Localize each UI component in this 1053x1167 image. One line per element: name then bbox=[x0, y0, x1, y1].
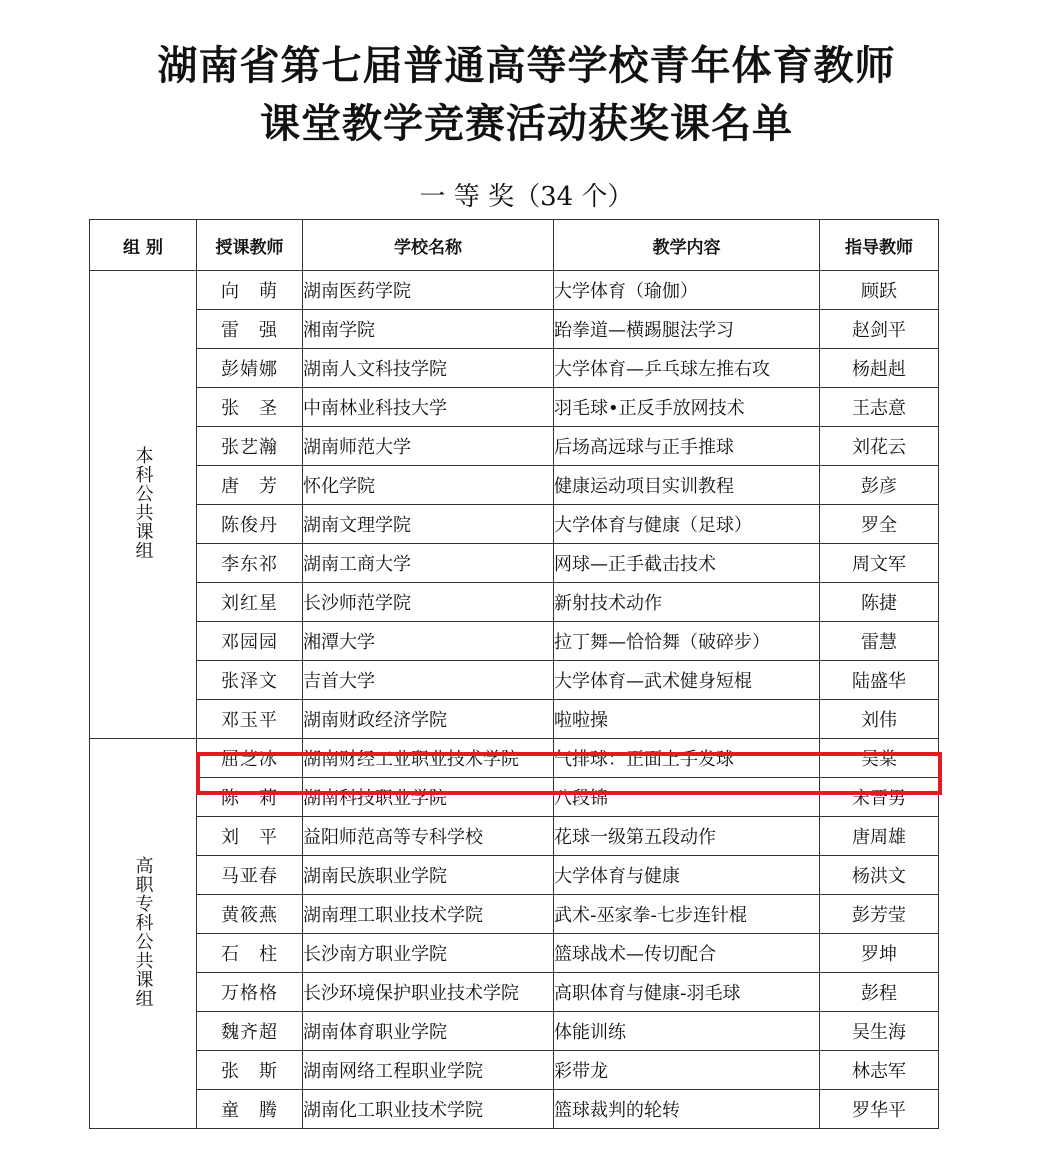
advisor-cell: 宋晋男 bbox=[820, 778, 939, 817]
school-cell: 益阳师范高等专科学校 bbox=[303, 817, 554, 856]
teacher-cell: 张泽文 bbox=[197, 661, 303, 700]
content-cell: 大学体育（瑜伽） bbox=[554, 271, 820, 310]
advisor-cell: 刘花云 bbox=[820, 427, 939, 466]
teacher-cell: 张 圣 bbox=[197, 388, 303, 427]
teacher-cell: 刘红星 bbox=[197, 583, 303, 622]
document-title-line-2: 课堂教学竞赛活动获奖课名单 bbox=[260, 100, 793, 147]
table-row bbox=[90, 934, 939, 973]
advisor-cell: 唐周雄 bbox=[820, 817, 939, 856]
teacher-cell: 刘 平 bbox=[197, 817, 303, 856]
content-cell: 篮球裁判的轮转 bbox=[554, 1090, 820, 1129]
school-cell: 湖南网络工程职业学院 bbox=[303, 1051, 554, 1090]
content-cell: 武术-巫家拳-七步连针棍 bbox=[554, 895, 820, 934]
header-advisor: 指导教师 bbox=[820, 220, 939, 271]
school-cell: 湖南体育职业学院 bbox=[303, 1012, 554, 1051]
school-cell: 湖南文理学院 bbox=[303, 505, 554, 544]
school-cell: 长沙师范学院 bbox=[303, 583, 554, 622]
content-cell: 高职体育与健康-羽毛球 bbox=[554, 973, 820, 1012]
table-row bbox=[90, 466, 939, 505]
header-school: 学校名称 bbox=[303, 220, 554, 271]
group-label: 本科公共课组 bbox=[132, 445, 154, 560]
teacher-cell: 唐 芳 bbox=[197, 466, 303, 505]
content-cell: 气排球：正面上手发球 bbox=[554, 739, 820, 778]
content-cell: 大学体育与健康 bbox=[554, 856, 820, 895]
content-cell: 彩带龙 bbox=[554, 1051, 820, 1090]
document-title-line-1: 湖南省第七届普通高等学校青年体育教师 bbox=[157, 42, 896, 89]
school-cell: 长沙南方职业学院 bbox=[303, 934, 554, 973]
teacher-cell: 张艺瀚 bbox=[197, 427, 303, 466]
content-cell: 八段锦 bbox=[554, 778, 820, 817]
award-table bbox=[89, 219, 939, 1129]
table-row bbox=[90, 1051, 939, 1090]
advisor-cell: 林志军 bbox=[820, 1051, 939, 1090]
table-row bbox=[90, 1012, 939, 1051]
teacher-cell: 屈芝冰 bbox=[197, 739, 303, 778]
school-cell: 湖南理工职业技术学院 bbox=[303, 895, 554, 934]
teacher-cell: 雷 强 bbox=[197, 310, 303, 349]
header-group: 组 别 bbox=[90, 220, 197, 271]
content-cell: 大学体育—武术健身短棍 bbox=[554, 661, 820, 700]
teacher-cell: 石 柱 bbox=[197, 934, 303, 973]
content-cell: 跆拳道—横踢腿法学习 bbox=[554, 310, 820, 349]
teacher-cell: 向 萌 bbox=[197, 271, 303, 310]
advisor-cell: 陈捷 bbox=[820, 583, 939, 622]
advisor-cell: 彭彦 bbox=[820, 466, 939, 505]
content-cell: 体能训练 bbox=[554, 1012, 820, 1051]
table-header-row bbox=[90, 220, 939, 271]
advisor-cell: 顾跃 bbox=[820, 271, 939, 310]
content-cell: 篮球战术—传切配合 bbox=[554, 934, 820, 973]
teacher-cell: 黄筱燕 bbox=[197, 895, 303, 934]
header-teacher: 授课教师 bbox=[197, 220, 303, 271]
table-row bbox=[90, 895, 939, 934]
table-body bbox=[90, 271, 939, 1129]
teacher-cell: 陈俊丹 bbox=[197, 505, 303, 544]
school-cell: 湖南财政经济学院 bbox=[303, 700, 554, 739]
advisor-cell: 刘伟 bbox=[820, 700, 939, 739]
school-cell: 湘潭大学 bbox=[303, 622, 554, 661]
header-content: 教学内容 bbox=[554, 220, 820, 271]
school-cell: 湖南财经工业职业技术学院 bbox=[303, 739, 554, 778]
school-cell: 湖南科技职业学院 bbox=[303, 778, 554, 817]
advisor-cell: 杨洪文 bbox=[820, 856, 939, 895]
table-row bbox=[90, 427, 939, 466]
advisor-cell: 周文军 bbox=[820, 544, 939, 583]
table-row bbox=[90, 661, 939, 700]
school-cell: 湖南化工职业技术学院 bbox=[303, 1090, 554, 1129]
table-row bbox=[90, 622, 939, 661]
teacher-cell: 魏齐超 bbox=[197, 1012, 303, 1051]
award-level-subtitle: 一 等 奖（34 个） bbox=[419, 182, 634, 212]
school-cell: 怀化学院 bbox=[303, 466, 554, 505]
teacher-cell: 李东祁 bbox=[197, 544, 303, 583]
teacher-cell: 马亚春 bbox=[197, 856, 303, 895]
school-cell: 湖南人文科技学院 bbox=[303, 349, 554, 388]
table-row bbox=[90, 973, 939, 1012]
table-row bbox=[90, 817, 939, 856]
school-cell: 长沙环境保护职业技术学院 bbox=[303, 973, 554, 1012]
teacher-cell: 万格格 bbox=[197, 973, 303, 1012]
group-cell bbox=[90, 739, 197, 1129]
table-row bbox=[90, 505, 939, 544]
advisor-cell: 赵剑平 bbox=[820, 310, 939, 349]
school-cell: 湖南师范大学 bbox=[303, 427, 554, 466]
content-cell: 啦啦操 bbox=[554, 700, 820, 739]
advisor-cell: 罗全 bbox=[820, 505, 939, 544]
teacher-cell: 张 斯 bbox=[197, 1051, 303, 1090]
content-cell: 拉丁舞—恰恰舞（破碎步） bbox=[554, 622, 820, 661]
advisor-cell: 罗华平 bbox=[820, 1090, 939, 1129]
school-cell: 湖南医药学院 bbox=[303, 271, 554, 310]
advisor-cell: 彭程 bbox=[820, 973, 939, 1012]
advisor-cell: 吴棠 bbox=[820, 739, 939, 778]
group-cell bbox=[90, 271, 197, 739]
advisor-cell: 陆盛华 bbox=[820, 661, 939, 700]
table-row bbox=[90, 271, 939, 310]
table-row bbox=[90, 388, 939, 427]
table-row bbox=[90, 544, 939, 583]
content-cell: 羽毛球•正反手放网技术 bbox=[554, 388, 820, 427]
content-cell: 后场高远球与正手推球 bbox=[554, 427, 820, 466]
teacher-cell: 陈 莉 bbox=[197, 778, 303, 817]
school-cell: 湖南工商大学 bbox=[303, 544, 554, 583]
school-cell: 吉首大学 bbox=[303, 661, 554, 700]
table-row bbox=[90, 700, 939, 739]
content-cell: 大学体育—乒乓球左推右攻 bbox=[554, 349, 820, 388]
advisor-cell: 吴生海 bbox=[820, 1012, 939, 1051]
table-row bbox=[90, 349, 939, 388]
table-row bbox=[90, 1090, 939, 1129]
teacher-cell: 童 腾 bbox=[197, 1090, 303, 1129]
school-cell: 湘南学院 bbox=[303, 310, 554, 349]
content-cell: 花球一级第五段动作 bbox=[554, 817, 820, 856]
highlight-box bbox=[196, 752, 942, 795]
advisor-cell: 杨赳赳 bbox=[820, 349, 939, 388]
school-cell: 中南林业科技大学 bbox=[303, 388, 554, 427]
advisor-cell: 王志意 bbox=[820, 388, 939, 427]
table-row bbox=[90, 856, 939, 895]
content-cell: 新射技术动作 bbox=[554, 583, 820, 622]
teacher-cell: 彭婧娜 bbox=[197, 349, 303, 388]
content-cell: 网球—正手截击技术 bbox=[554, 544, 820, 583]
group-label: 高职专科公共课组 bbox=[132, 855, 154, 1008]
table-row bbox=[90, 310, 939, 349]
table-row bbox=[90, 583, 939, 622]
advisor-cell: 罗坤 bbox=[820, 934, 939, 973]
advisor-cell: 彭芳莹 bbox=[820, 895, 939, 934]
school-cell: 湖南民族职业学院 bbox=[303, 856, 554, 895]
content-cell: 大学体育与健康（足球） bbox=[554, 505, 820, 544]
teacher-cell: 邓玉平 bbox=[197, 700, 303, 739]
advisor-cell: 雷慧 bbox=[820, 622, 939, 661]
teacher-cell: 邓园园 bbox=[197, 622, 303, 661]
content-cell: 健康运动项目实训教程 bbox=[554, 466, 820, 505]
